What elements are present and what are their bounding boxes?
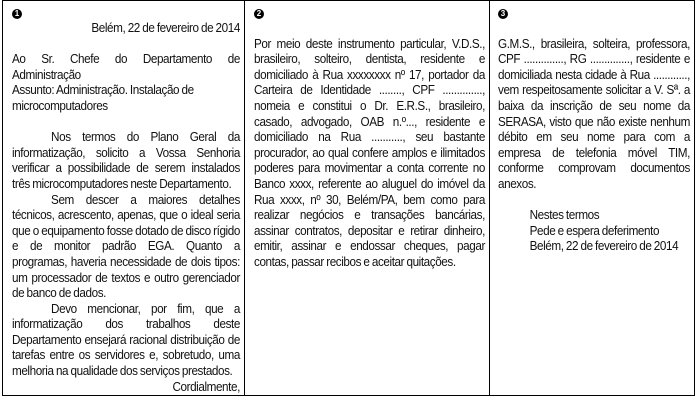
memo-closing: Cordialmente, <box>172 379 240 394</box>
column-memo <box>3 1 245 395</box>
requerimento-paragraph: G.M.S., brasileira, solteira, professora, CPF .............., RG .............., residente e domiciliada nesta cidade à Rua ............, vem respeitosamente solicitar a V. Sª. a baixa da inscrição de seu nome da SERASA, visto que não existe nenhum débito em seu nome para com a empresa de telefonia móvel TIM, conforme comprovam documentos anexos. <box>498 36 690 191</box>
procuracao-text <box>254 21 485 271</box>
number-badge-3: 3 <box>498 9 508 19</box>
requerimento-closing-line: Pede e espera deferimento <box>529 223 660 238</box>
memo-subject: Assunto: Administração. Instalação de microcomputadores <box>12 83 194 113</box>
requerimento-text <box>498 21 690 255</box>
column-procuracao <box>245 1 490 395</box>
memo-paragraph: Sem descer a maiores detalhes técnicos, acrescento, apenas, que o ideal seria que o equipamento fosse dotado de disco rígido e de monitor padrão EGA. Quanto a programas, haveria necessidade de dois tipos: um processador de textos e outro gerenciador de banco de dados. <box>12 192 240 301</box>
number-badge-2: 2 <box>254 9 264 19</box>
memo-addressee: Ao Sr. Chefe do Departamento de Administração <box>12 52 240 82</box>
procuracao-paragraph: Por meio deste instrumento particular, V.D.S., brasileiro, solteiro, dentista, residente e domiciliado à Rua xxxxxxxx nº 17, portador da Carteira de Identidade ........, CPF .............., nomeia e constitui o Dr. E.R.S., brasileiro, casado, advogado, OAB n.º..., residente e domiciliado na Rua ..........., seu bastante procurador, ao qual confere amplos e ilimitados poderes para movimentar a conta corrente no Banco xxxx, referente ao aluguel do imóvel da Rua xxxx, nº 30, Belém/PA, bem como para realizar negócios e transações bancárias, assinar contratos, depositar e retirar dinheiro, emitir, assinar e endossar cheques, pagar contas, passar recibos e aceitar quitações. <box>254 36 485 269</box>
memo-date: Belém, 22 de fevereiro de 2014 <box>91 21 240 35</box>
memo-paragraph: Devo mencionar, por fim, que a informatização dos trabalhos deste Departamento ensejará racional distribuição de tarefas entre os servidores e, sobretudo, uma melhoria na qualidade dos serviços prestados. <box>12 301 240 379</box>
memo-paragraph: Nos termos do Plano Geral da informatização, solicito a Vossa Senhoria verificar a possibilidade de serem instalados três microcomputadores neste Departamento. <box>12 130 240 191</box>
requerimento-closing-line: Nestes termos <box>529 208 600 223</box>
column-requerimento <box>490 1 694 395</box>
document-examples-table <box>2 0 695 396</box>
number-badge-1: 1 <box>12 9 22 19</box>
requerimento-closing-line: Belém, 22 de fevereiro de 2014 <box>529 239 679 254</box>
memo-text <box>12 21 240 395</box>
